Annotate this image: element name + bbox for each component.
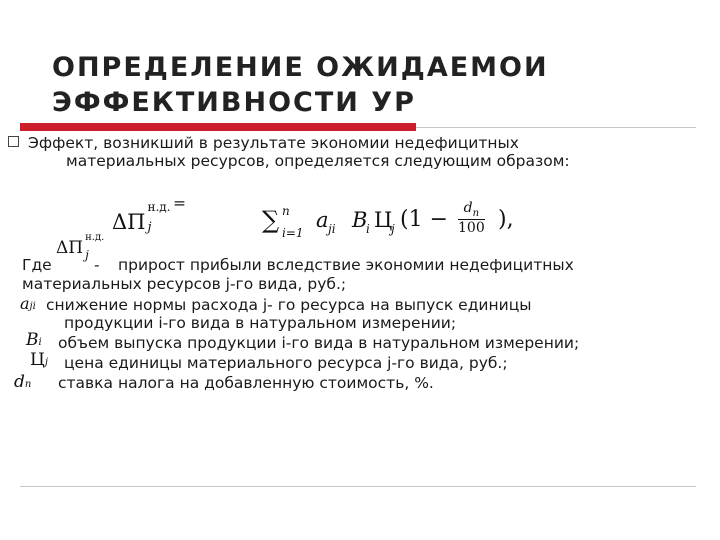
paren-close: ),	[498, 207, 514, 232]
var-ts: Ц	[374, 208, 393, 232]
def1-line-1: прирост прибыли вследствие экономии недефицитных	[118, 256, 574, 274]
formula-fraction	[458, 200, 485, 236]
sum-lower: i=1	[282, 226, 304, 240]
title-accent-bar	[20, 123, 416, 131]
intro-line-2: материальных ресурсов, определяется следующим образом:	[66, 152, 570, 170]
bullet-square-icon	[8, 136, 19, 147]
slide-title	[52, 50, 549, 120]
where-label: Где	[22, 256, 52, 274]
var-b-sub: i	[366, 222, 370, 236]
formula-equals: =	[173, 194, 186, 212]
def4-text: цена единицы материального ресурса j-го вида, руб.;	[64, 354, 508, 372]
formula-lhs	[112, 200, 171, 235]
intro-line-1: Эффект, возникший в результате экономии недефицитных	[28, 134, 519, 152]
def1-line-2: материальных ресурсов j-го вида, руб.;	[22, 275, 347, 293]
title-line-2: ЭФФЕКТИВНОСТИ УР	[52, 87, 416, 118]
sum-symbol: ∑	[262, 206, 280, 234]
where-symbol: ΔП н.д. j	[56, 232, 105, 262]
def2-line-1: снижение нормы расхода j- го ресурса на выпуск единицы	[46, 296, 532, 314]
def2-line-2: продукции i-го вида в натуральном измерении;	[64, 314, 457, 332]
footer-divider	[20, 486, 696, 487]
lhs-superscript: н.д.	[147, 200, 171, 214]
def5-text: ставка налога на добавленную стоимость, %.	[58, 374, 434, 392]
paren-open: (1 −	[400, 207, 449, 232]
def4-symbol: Цj	[30, 350, 48, 370]
def3-symbol: Bi	[26, 330, 42, 350]
var-ts-sub: j	[391, 222, 395, 236]
lhs-subscript: j	[147, 220, 152, 235]
lhs-symbol: ΔП	[112, 210, 146, 234]
sum-upper: n	[282, 204, 290, 218]
frac-denominator: 100	[458, 219, 485, 236]
def1-dash: -	[94, 256, 100, 274]
title-line-1: ОПРЕДЕЛЕНИЕ ОЖИДАЕМОИ	[52, 52, 549, 83]
var-a-sub: ji	[328, 222, 336, 236]
var-b: B	[352, 208, 368, 232]
frac-numerator-sub: n	[472, 207, 480, 219]
def5-symbol: dn	[14, 372, 32, 392]
var-a: a	[316, 208, 329, 232]
frac-numerator: d	[463, 200, 473, 216]
def3-text: объем выпуска продукции i-го вида в натуральном измерении;	[58, 334, 580, 352]
def2-symbol: aji	[20, 294, 36, 313]
